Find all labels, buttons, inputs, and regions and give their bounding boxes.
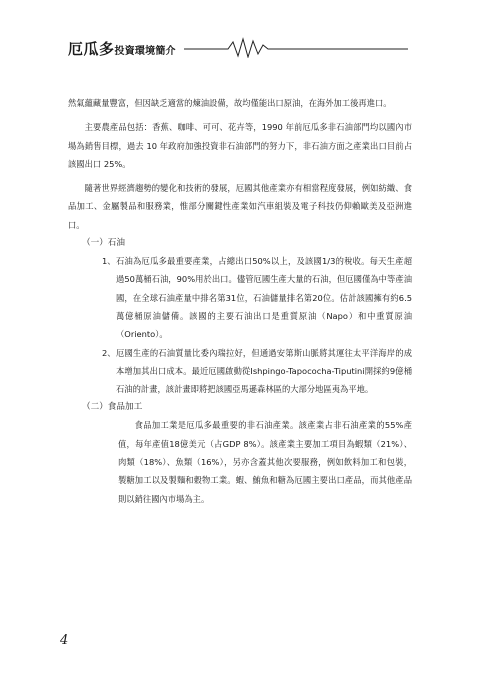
paragraph-food-processing: 食品加工業是厄瓜多最重要的非石油產業。該產業占非石油產業的55%產值，每年產值18億美元（占GDP 8%）。該產業主要加工項目為蝦類（21%）、肉類（18%）、魚類（16%），另亦含蓋其他次要服務，例如飲料加工和包裝，製糖加工以及製麵和穀物工業。蝦、鮪魚和糖為厄國主要出口產品，而其他產品則以銷往國內市場為主。	[118, 420, 412, 504]
section-heading-food-processing: （二）食品加工	[82, 402, 143, 413]
section-heading-oil: （一）石油	[82, 238, 125, 249]
list-item-text: 石油為厄瓜多最重要產業，占總出口50%以上，及該國1/3的稅收。每天生產超過50萬桶石油，90%用於出口。儘管厄國生產大量的石油，但厄國僅為中等產油國，在全球石油產量中排名第31位，石油儲量排名第20位。估計該國擁有約6.5萬億桶原油儲備。該國的主要石油出口是重質原油（Napo）和中重質原油（Oriento）。	[116, 256, 412, 340]
paragraph-continued: 然氣蘊藏量豐富，但因缺乏適當的煉油設備，故均僅能出口原油，在海外加工後再進口。	[68, 98, 392, 108]
header-waveform-rule	[184, 36, 408, 58]
body-text	[68, 94, 412, 508]
running-header	[68, 36, 408, 58]
list-item-oil-1	[68, 252, 412, 343]
paragraph-industry-development: 隨著世界經濟趨勢的變化和技術的發展，厄國其他產業亦有相當程度發展，例如紡織、食品加工、金屬製品和服務業，惟部分關鍵性產業如汽車組裝及電子科技仍仰賴歐美及亞洲進口。	[68, 183, 412, 230]
header-title-main: 厄瓜多	[68, 40, 115, 58]
paragraph-agriculture: 主要農產品包括：香蕉、咖啡、可可、花卉等，1990 年前厄瓜多非石油部門均以國內市場為銷售目標，過去 10 年政府加強投資非石油部門的努力下，非石油方面之產業出口目前占該國出口 25%。	[68, 122, 412, 169]
list-item-text: 厄國生產的石油質量比委內瑞拉好，但通過安第斯山脈將其運往太平洋海岸的成本增加其出口成本。最近厄國啟動從Ishpingo-Tapococha-Tiputini開採約9億桶石油的計畫，該計畫即將把該國亞馬遜森林區的大部分地區夷為平地。	[116, 347, 412, 395]
list-item-number: 1、	[102, 256, 116, 267]
page-number: 4	[60, 633, 69, 648]
list-item-number: 2、	[102, 347, 116, 358]
header-title-sub: 投資環境簡介	[114, 46, 176, 57]
header-title	[68, 38, 176, 59]
list-item-oil-2	[68, 344, 412, 399]
